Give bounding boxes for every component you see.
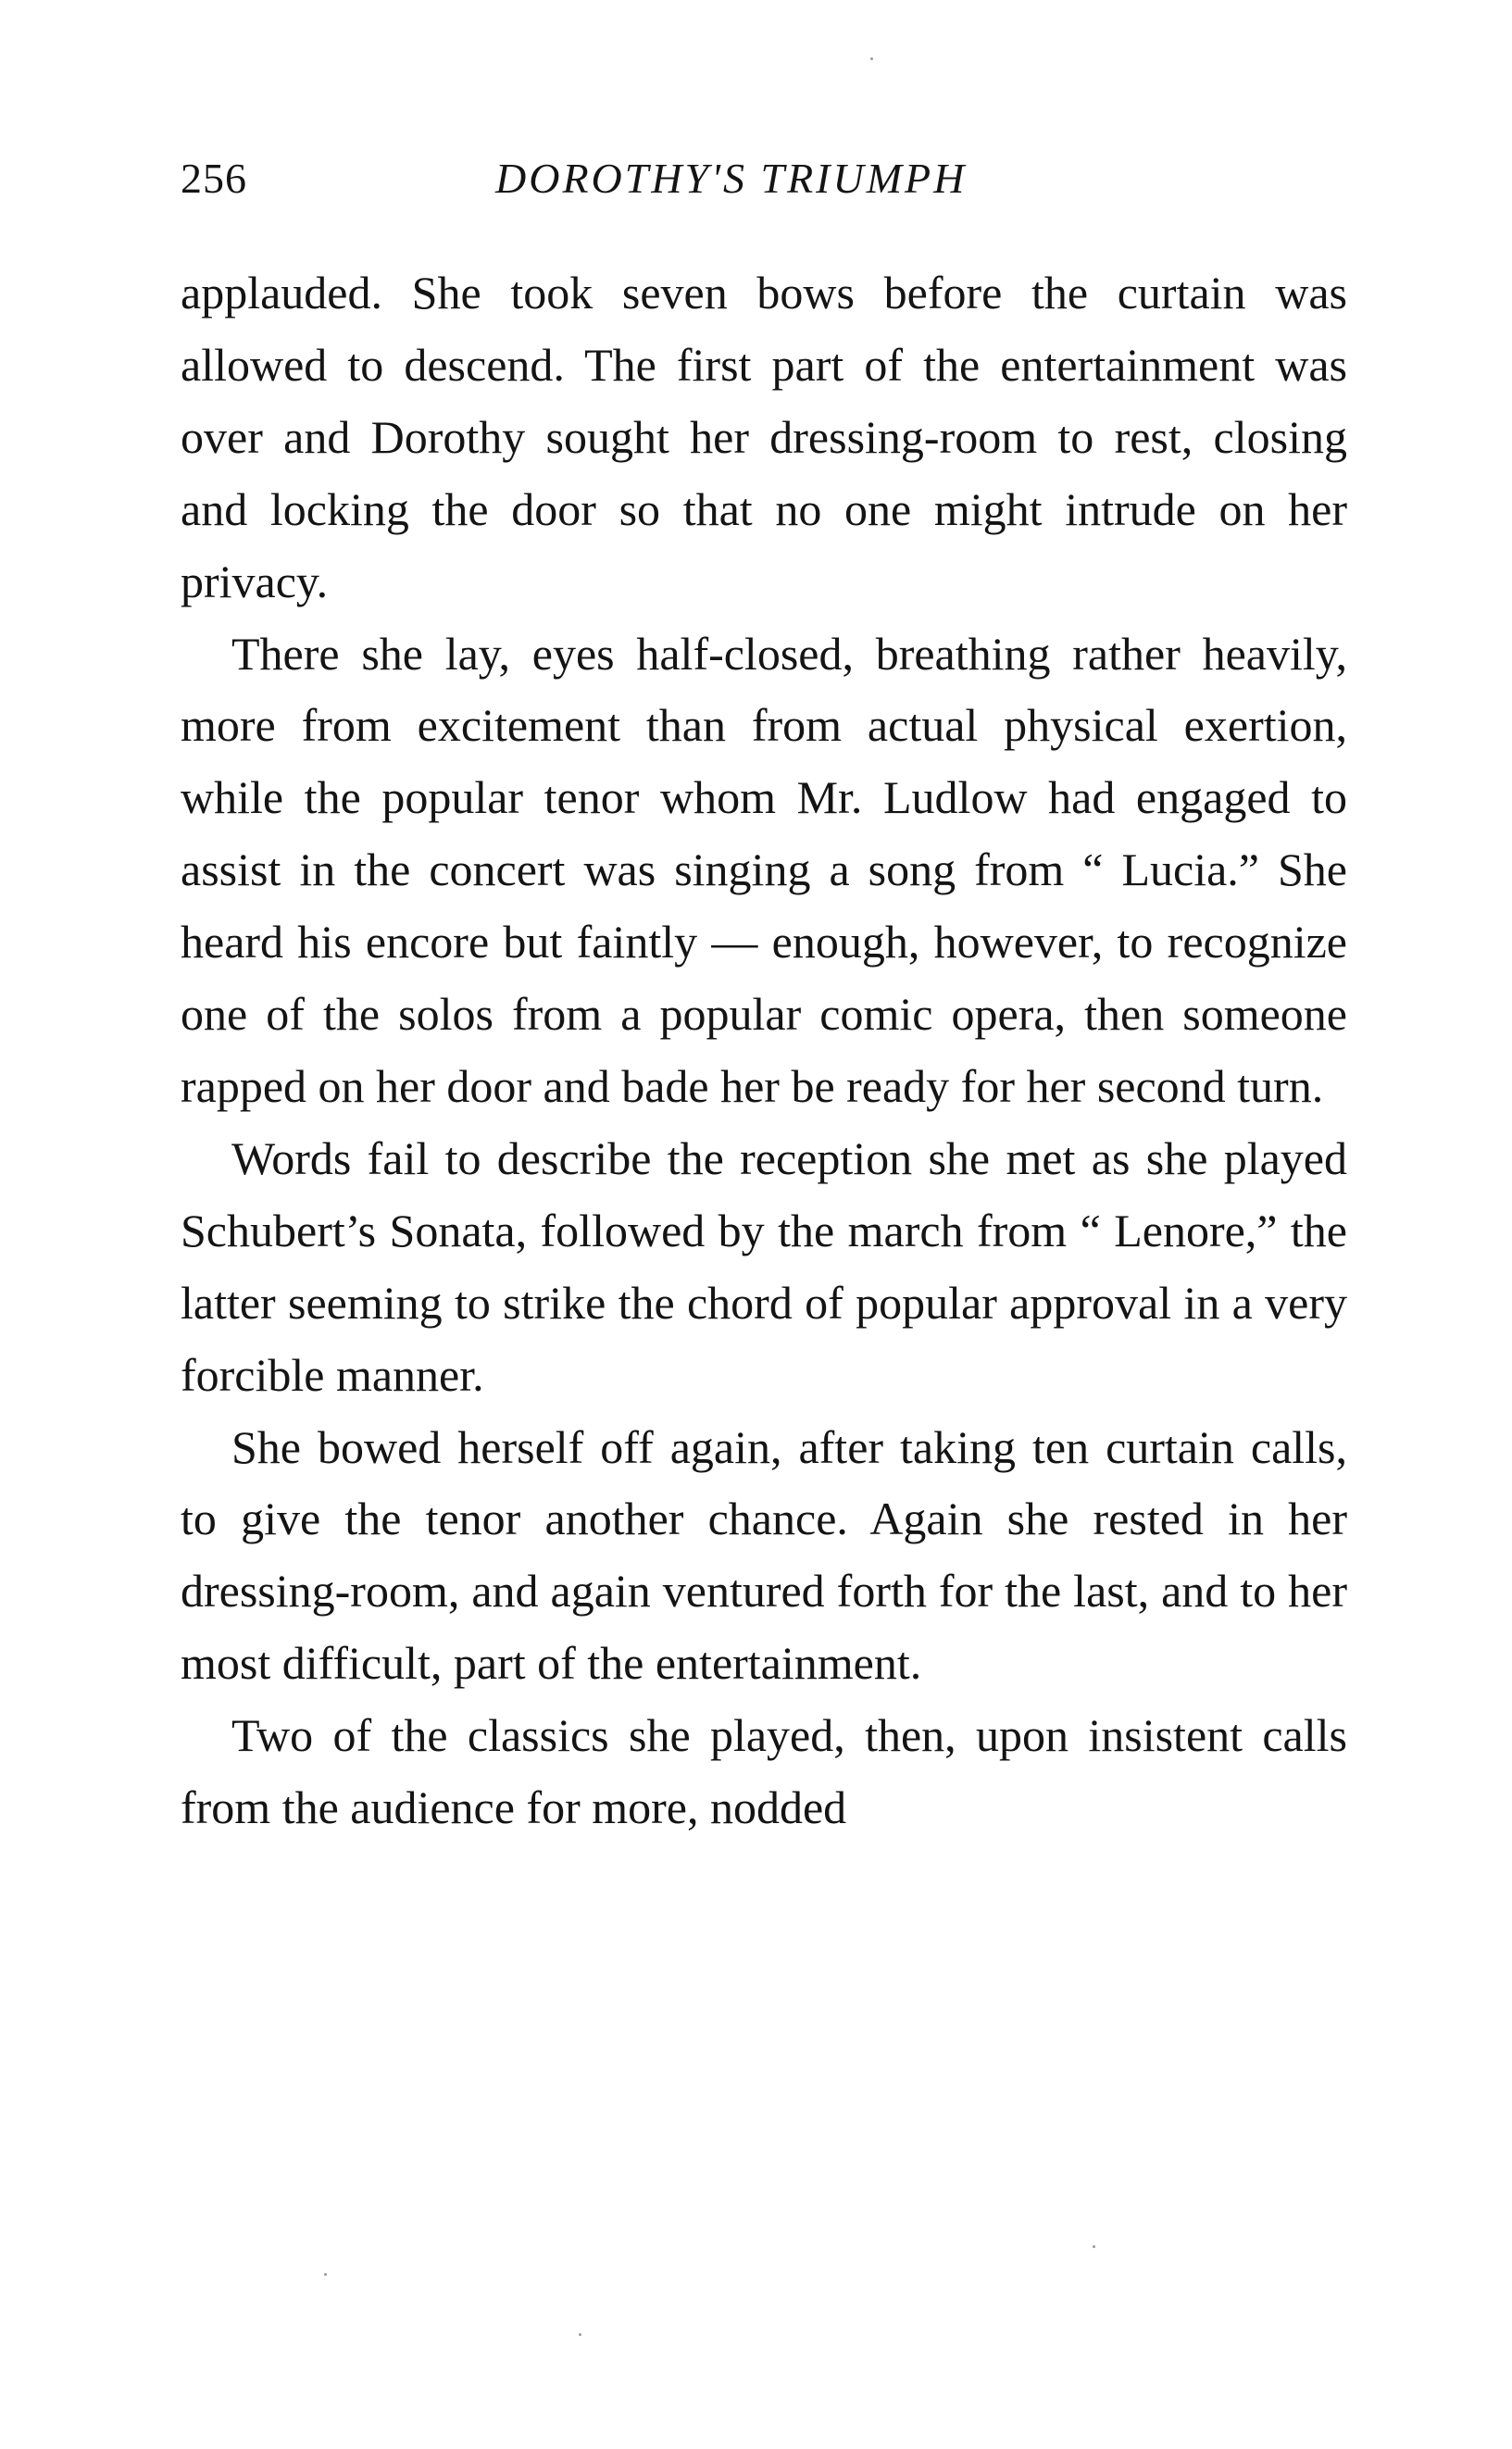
page-header	[181, 148, 1347, 213]
scan-speck	[324, 2273, 327, 2276]
running-title: DOROTHY'S TRIUMPH	[495, 155, 968, 202]
paragraph-3: Words fail to describe the reception she met as she played Schubert’s Sonata, followed by the march from “ Lenore,” the latter seeming to strike the chord of popular approval in a very forcible manner.	[181, 1131, 1347, 1401]
paragraph-1: applauded. She took seven bows before the curtain was allowed to descend. The first part of the entertainment was over and Dorothy sought her dressing-room to rest, closing and locking the door so that no one might intrude on her privacy.	[181, 267, 1347, 607]
scan-speck	[579, 2333, 581, 2336]
scan-speck	[870, 57, 873, 60]
scan-speck	[1093, 2245, 1095, 2248]
paragraph-5: Two of the classics she played, then, upon insistent calls from the audience for more, nodded	[181, 1709, 1347, 1834]
body-text	[181, 257, 1347, 1844]
paragraph-4: She bowed herself off again, after taking ten curtain calls, to give the tenor another chance. Again she rested in her dressing-room, and again ventured forth for the last, and to her most difficult, part of the entertainment.	[181, 1420, 1347, 1690]
page-number: 256	[181, 155, 247, 202]
paragraph-2: There she lay, eyes half-closed, breathing rather heavily, more from excitement than from actual physical exertion, while the popular tenor whom Mr. Ludlow had engaged to assist in the concert was singing a song from “ Lucia.” She heard his encore but faintly — enough, however, to recognize one of the solos from a popular comic opera, then someone rapped on her door and bade her be ready for her second turn.	[181, 627, 1347, 1112]
